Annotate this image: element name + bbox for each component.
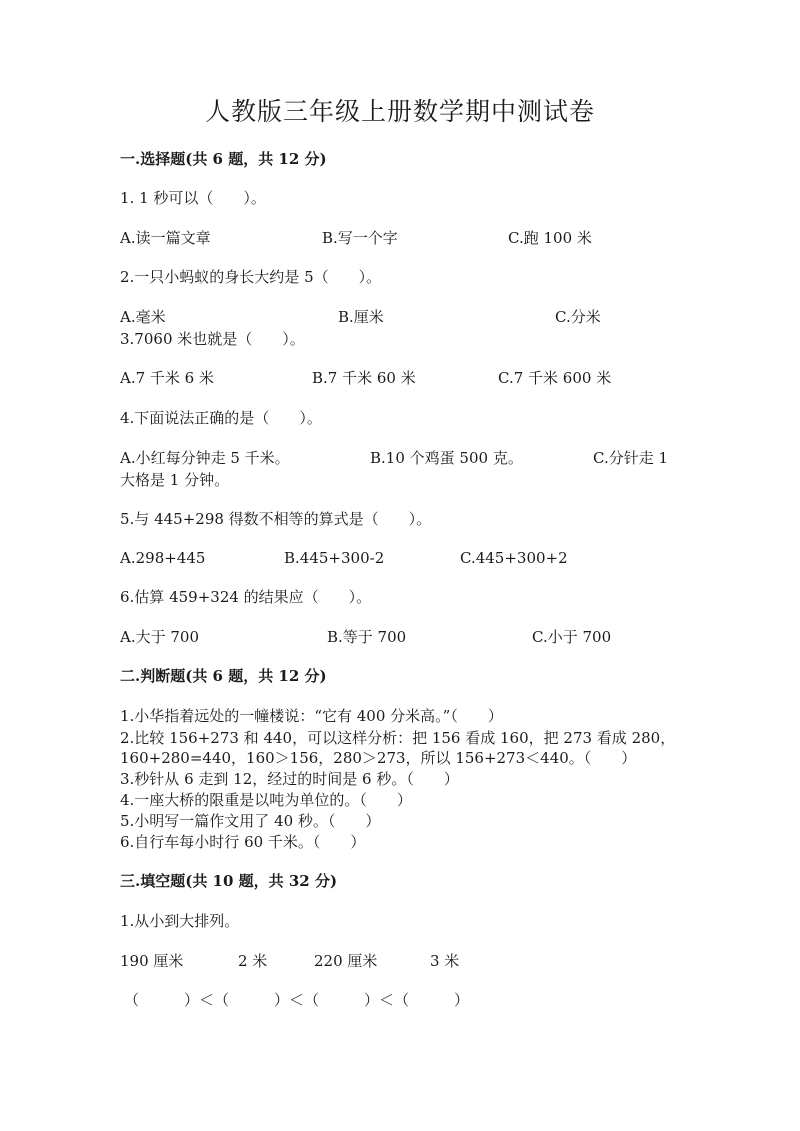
option-a: A.毫米 [120,308,166,326]
judgment-line: 160+280=440，160＞156，280＞273，所以 156+273＜440。（ ） [120,749,637,767]
judgment-line: 4.一座大桥的限重是以吨为单位的。（ ） [120,791,412,809]
question-stem: 1.从小到大排列。 [120,912,240,930]
judgment-line: 5.小明写一篇作文用了 40 秒。（ ） [120,812,381,830]
option-a: A.7 千米 6 米 [120,369,214,387]
option-c: C.分针走 1 [593,449,669,467]
option-c: C.7 千米 600 米 [498,369,612,387]
judgment-line: 3.秒针从 6 走到 12，经过的时间是 6 秒。（ ） [120,770,459,788]
option-b: B.445+300-2 [284,549,385,567]
length-item: 3 米 [430,952,460,970]
question-stem: 3.7060 米也就是（ ）。 [120,330,305,348]
length-item: 190 厘米 [120,952,184,970]
question-stem: 4.下面说法正确的是（ ）。 [120,409,322,427]
option-c: C.小于 700 [532,628,612,646]
option-a: A.读一篇文章 [120,229,211,247]
section-heading-choice: 一.选择题(共 6 题，共 12 分) [120,150,327,168]
option-b: B.等于 700 [327,628,407,646]
section-heading-judgment: 二.判断题(共 6 题，共 12 分) [120,667,327,685]
section-heading-fill: 三.填空题(共 10 题，共 32 分) [120,872,338,890]
judgment-line: 6.自行车每小时行 60 千米。（ ） [120,833,366,851]
option-b: B.7 千米 60 米 [312,369,416,387]
page-title: 人教版三年级上册数学期中测试卷 [204,97,595,126]
option-b: B.写一个字 [322,229,398,247]
option-a: A.大于 700 [120,628,199,646]
question-stem: 5.与 445+298 得数不相等的算式是（ ）。 [120,510,432,528]
length-item: 2 米 [238,952,268,970]
ordering-blanks: （ ）＜（ ）＜（ ）＜（ ） [124,991,470,1009]
option-c-continuation: 大格是 1 分钟。 [120,471,230,489]
option-c: C.445+300+2 [460,549,568,567]
option-b: B.10 个鸡蛋 500 克。 [370,449,523,467]
question-stem: 6.估算 459+324 的结果应（ ）。 [120,588,372,606]
judgment-line: 2.比较 156+273 和 440，可以这样分析：把 156 看成 160，把 273 看成 280， [120,729,676,747]
option-a: A.298+445 [120,549,206,567]
option-c: C.分米 [555,308,601,326]
option-b: B.厘米 [338,308,384,326]
question-stem: 2.一只小蚂蚁的身长大约是 5（ ）。 [120,268,382,286]
option-a: A.小红每分钟走 5 千米。 [120,449,290,467]
length-item: 220 厘米 [314,952,378,970]
question-stem: 1. 1 秒可以（ ）。 [120,189,266,207]
option-c: C.跑 100 米 [508,229,592,247]
judgment-line: 1.小华指着远处的一幢楼说：“它有 400 分米高。”（ ） [120,707,503,725]
